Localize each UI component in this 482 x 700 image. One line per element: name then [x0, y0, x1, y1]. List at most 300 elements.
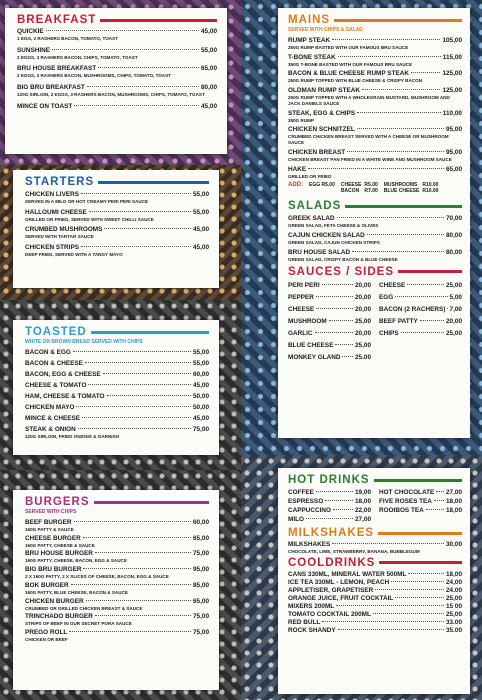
menu-item-price: 75,00: [193, 629, 209, 637]
dot-leader: [426, 509, 444, 510]
milkshakes-items: [288, 541, 462, 555]
menu-item: [17, 47, 217, 61]
menu-item-name: MUSHROOM: [288, 317, 327, 325]
menu-item-name: FIVE ROSES TEA: [379, 498, 432, 505]
hot-drinks-columns: [288, 489, 462, 525]
menu-item-name: GARLIC: [288, 329, 313, 337]
dot-leader: [322, 621, 444, 622]
menu-item-price: 125,00: [442, 70, 462, 78]
menu-item-row: [288, 507, 371, 514]
menu-item-price: 45,00: [193, 382, 209, 389]
dot-leader: [104, 228, 191, 229]
dot-leader: [335, 344, 353, 345]
menu-item-row: [288, 595, 462, 602]
menu-item-name: T-BONE STEAK: [288, 53, 336, 61]
dot-leader: [347, 151, 444, 152]
menu-item-row: [288, 611, 462, 618]
cooldrinks-title: COOLDRINKS: [288, 557, 462, 569]
dot-leader: [316, 296, 353, 297]
menu-item-row: [25, 415, 209, 422]
menu-item-price: 24,00: [446, 578, 462, 586]
burgers-subtitle: SERVED WITH CHIPS: [25, 509, 77, 515]
menu-item-description: 2 EGGS, 3 RASHERS BACON, MUSHROOMS, CHIPS, TOMATO, TOAST: [17, 73, 172, 79]
menu-item-row: [17, 103, 217, 110]
menu-item-description: SERVED WITH TARTAR SAUCE: [25, 234, 94, 240]
menu-item-price: 7,00: [449, 305, 462, 313]
menu-item-price: 80,00: [446, 248, 462, 256]
menu-item-row: [288, 627, 462, 634]
dot-leader: [95, 615, 191, 616]
menu-item-name: RUMP STEAK: [288, 37, 331, 44]
menu-item-price: 24.00: [446, 586, 462, 594]
menu-item-description: 250G RUMP TOPPED WITH A WHOLEGRAIN MUSTARD, MUSHROOM AND JACK DANIELS SAUCE: [288, 95, 450, 106]
dot-leader: [87, 86, 199, 87]
dot-leader: [333, 509, 353, 510]
menu-item-name: CHEESE: [379, 281, 406, 289]
menu-item: [379, 282, 462, 289]
dot-leader: [342, 356, 353, 357]
menu-item-name: PEPPER: [288, 293, 314, 301]
menu-item-row: [288, 354, 371, 361]
menu-item-row: [25, 613, 209, 620]
menu-item-price: 35.00: [446, 626, 462, 634]
menu-item-price: 80,00: [446, 232, 462, 240]
menu-item-price: 50,00: [193, 393, 209, 400]
menu-item-name: CAPPUCCINO: [288, 507, 331, 514]
menu-item-row: [25, 550, 209, 557]
menu-item-price: 95,00: [446, 126, 462, 134]
menu-item-row: [288, 232, 462, 239]
dot-leader: [329, 320, 353, 321]
menu-item: [379, 507, 462, 514]
burgers-title: BURGERS: [25, 496, 209, 508]
sauces-title: SAUCES / SIDES: [288, 266, 462, 278]
menu-item: [288, 541, 462, 555]
dot-leader: [95, 552, 191, 553]
menu-item-name: CHICKEN STRIPS: [25, 244, 79, 252]
menu-item-name: OLDMAN RUMP STEAK: [288, 87, 360, 95]
menu-item-name: MINCE ON TOAST: [17, 102, 73, 110]
dot-leader: [81, 246, 191, 247]
addon-cheese-bacon: CHEESE R5.00 BACON R7.00: [340, 182, 378, 195]
menu-item-price: 18,00: [446, 498, 462, 505]
menu-item: [25, 371, 209, 378]
menu-item-description: 160G PATTY, CHEESE, BACON, EGG & SAUCE: [25, 558, 127, 564]
menu-item-price: 18,00: [446, 570, 462, 578]
dot-leader: [367, 234, 444, 235]
menu-item-price: 80,00: [201, 84, 217, 92]
menu-item-name: CAJUN CHICKEN SALAD: [288, 232, 365, 240]
menu-item-name: BRU HOUSE SALAD: [288, 248, 351, 256]
menu-item-price: 65,00: [201, 65, 217, 73]
hot-drinks-title: HOT DRINKS: [288, 474, 462, 486]
menu-item-price: 65,00: [193, 534, 209, 542]
menu-item-description: 120G SIRLOIN, 2 EGGS, 3 RASHERS BACON, MUSHROOMS, CHIPS, TOMATO, TOAST: [17, 92, 205, 98]
menu-item-price: 110,00: [442, 109, 462, 117]
menu-item: [17, 103, 217, 110]
menu-item-row: [25, 393, 209, 400]
dot-leader: [357, 112, 441, 113]
menu-item-row: [17, 65, 217, 72]
toasted-items: [25, 349, 209, 440]
menu-item-name: TOMATO COCKTAIL 200ML: [288, 610, 371, 618]
menu-item-row: [379, 294, 462, 301]
menu-item-description: 250G RUMP TOPPED WITH BLUE CHEESE & CRISPY BACON: [288, 78, 423, 84]
menu-item: [288, 579, 462, 586]
menu-item-price: 25,00: [355, 317, 371, 325]
menu-item-row: [288, 603, 462, 610]
menu-item-description: STRIPS OF BEEF IN OUR SECRET PORA SAUCE: [25, 621, 132, 627]
menu-item-name: MINCE & CHEESE: [25, 415, 81, 422]
menu-item-price: 25,00: [446, 594, 462, 602]
menu-item-name: PERI PERI: [288, 281, 320, 289]
menu-item: [25, 550, 209, 564]
title-rule: [100, 19, 217, 22]
menu-item-row: [379, 507, 462, 514]
menu-item-row: [25, 209, 209, 216]
menu-item-description: CRUMBED OR GRILLED CHICKEN BREAST & SAUCE: [25, 605, 143, 611]
menu-item-row: [288, 587, 462, 594]
menu-item: [288, 603, 462, 610]
menu-item: [288, 37, 462, 51]
menu-item-price: 25,00: [446, 329, 462, 337]
menu-item: [288, 249, 462, 263]
menu-item-price: 25.00: [355, 353, 371, 361]
menu-item: [288, 282, 371, 289]
menu-item-name: PREGO ROLL: [25, 629, 68, 637]
menu-item-name: CHEESE: [288, 305, 315, 313]
milkshakes-title: MILKSHAKES: [288, 527, 462, 539]
dot-leader: [332, 39, 440, 40]
salads-items: [288, 215, 462, 262]
menu-item: [288, 507, 371, 514]
menu-item-name: HOT CHOCOLATE: [379, 489, 435, 496]
dot-leader: [338, 56, 441, 57]
menu-item-description: 250G RUMP BASTED WITH OUR FAMOUS BRU SAUCE: [288, 45, 409, 50]
breakfast-items: [17, 28, 217, 110]
dot-leader: [338, 629, 444, 630]
menu-item-price: 20,00: [355, 281, 371, 289]
menu-item-name: ESPRESSO: [288, 498, 324, 505]
menu-item-row: [25, 371, 209, 378]
dot-leader: [316, 308, 353, 309]
menu-item: [288, 595, 462, 602]
menu-item: [288, 516, 371, 523]
menu-item: [25, 582, 209, 596]
menu-item: [288, 54, 462, 68]
menu-item-row: [25, 535, 209, 542]
mains-subtitle: SERVED WITH CHIPS & SALAD: [288, 27, 363, 33]
menu-item-row: [288, 294, 371, 301]
menu-item: [379, 318, 462, 325]
dot-leader: [103, 373, 191, 374]
menu-item-row: [288, 541, 462, 548]
title-rule: [374, 479, 462, 482]
menu-item-description: 250G RUMP: [288, 117, 315, 123]
sides-right: [379, 282, 462, 366]
breakfast-card: [5, 8, 227, 154]
dot-leader: [83, 537, 191, 538]
dot-leader: [74, 105, 199, 106]
menu-item-name: BRU HOUSE BREAKFAST: [17, 65, 97, 73]
menu-item-name: BIG BRU BURGER: [25, 566, 82, 574]
menu-item-price: 60,00: [193, 519, 209, 526]
menu-item: [288, 166, 462, 180]
menu-item-name: BACON & EGG: [25, 349, 71, 356]
toasted-title: TOASTED: [25, 326, 209, 338]
menu-item-name: SUNSHINE: [17, 46, 51, 54]
menu-item: [25, 226, 209, 240]
menu-item: [288, 611, 462, 618]
toasted-subtitle: WHITE OR BROWN BREAD SERVED WITH CHIPS: [25, 339, 143, 345]
menu-item-name: STEAK, EGG & CHIPS: [288, 109, 356, 117]
menu-item: [288, 489, 371, 496]
menu-item-row: [17, 84, 217, 91]
menu-item: [288, 126, 462, 145]
menu-item-price: 55,00: [193, 208, 209, 216]
menu-item-price: 115,00: [442, 53, 462, 61]
menu-item-description: GREEN SALAD, CAJUN CHICKEN STRIPS: [288, 240, 380, 246]
menu-item-row: [288, 249, 462, 256]
menu-item-price: 65,00: [193, 597, 209, 605]
addon-egg: EGG R5.00: [309, 182, 335, 189]
menu-item-name: TRINCHADO BURGER: [25, 613, 93, 621]
menu-item-row: [288, 54, 462, 61]
menu-item-description: 1 EGG, 2 RASHERS BACON, TOMATO, TOAST: [17, 36, 118, 41]
menu-item: [288, 342, 371, 349]
menu-item-description: DEEP FRIED, SERVED WITH A TANGY MAYO: [25, 252, 123, 258]
menu-item-row: [288, 87, 462, 94]
menu-item: [25, 349, 209, 356]
hot-drinks-left: [288, 489, 371, 525]
menu-item-row: [379, 498, 462, 505]
menu-item: [288, 232, 462, 246]
menu-item-name: BACON, EGG & CHEESE: [25, 371, 101, 378]
menu-item-name: MONKEY GLAND: [288, 353, 341, 361]
menu-item-name: CHICKEN BREAST: [288, 148, 346, 156]
menu-item-name: COFFEE: [288, 489, 314, 496]
starters-items: [25, 191, 209, 258]
title-rule: [378, 532, 462, 535]
menu-item-row: [288, 149, 462, 156]
menu-item-name: RED BULL: [288, 618, 321, 626]
dot-leader: [352, 251, 444, 252]
menu-item-row: [17, 28, 217, 35]
menu-item-description: SERVED IN A MILD OR HOT CREAMY PERI PERI SAUCE: [25, 199, 149, 204]
menu-item-price: 18,00: [355, 498, 371, 505]
menu-item-name: EGG: [379, 293, 394, 301]
menu-item: [288, 306, 371, 313]
menu-item-row: [17, 47, 217, 54]
dot-leader: [98, 67, 199, 68]
menu-item-description: 120G SIRLOIN, FRIED ONIONS & GARNISH: [25, 434, 119, 439]
menu-item-price: 125,00: [442, 87, 462, 95]
menu-item: [379, 498, 462, 505]
sauces-columns: [288, 282, 462, 366]
menu-item-price: 55,00: [193, 349, 209, 356]
menu-item-name: BLUE CHEESE: [288, 341, 334, 349]
menu-item-row: [25, 426, 209, 433]
menu-item-row: [288, 166, 462, 173]
menu-item-price: 25,00: [446, 281, 462, 289]
menu-item-name: APPLETISER, GRAPETISER: [288, 586, 374, 594]
menu-item-price: 30,00: [446, 541, 462, 548]
menu-item: [25, 209, 209, 223]
title-rule: [98, 181, 209, 184]
menu-item-price: 50,00: [193, 404, 209, 411]
dot-leader: [411, 72, 440, 73]
menu-item-row: [25, 404, 209, 411]
menu-item: [25, 629, 209, 643]
menu-item-name: CANS 330ML, MINERAL WATER 500ML: [288, 570, 407, 578]
menu-item: [25, 519, 209, 533]
menu-item-row: [288, 306, 371, 313]
addon-label: ADD:: [288, 182, 303, 189]
cooldrinks-items: [288, 571, 462, 634]
menu-item-description: 160G PATTY & SAUCE: [25, 527, 74, 532]
salads-title: SALADS: [288, 200, 462, 212]
starters-card: [13, 170, 219, 288]
menu-item-row: [288, 489, 371, 496]
menu-item: [25, 426, 209, 440]
dot-leader: [408, 573, 444, 574]
menu-item-description: CHICKEN OR BEEF: [25, 637, 68, 643]
menu-item-row: [25, 360, 209, 367]
menu-item-row: [288, 579, 462, 586]
menu-item-row: [25, 566, 209, 573]
menu-item-row: [25, 349, 209, 356]
menu-item-name: ORANGE JUICE, FRUIT COCKTAIL: [288, 594, 394, 602]
menu-item-row: [288, 282, 371, 289]
menu-item-price: 55,00: [193, 360, 209, 367]
dot-leader: [337, 217, 444, 218]
menu-item-row: [25, 244, 209, 251]
dot-leader: [375, 589, 444, 590]
menu-item-price: 75,00: [193, 613, 209, 621]
menu-item-name: CHICKEN MAYO: [25, 404, 75, 411]
menu-item-name: BIG BRU BREAKFAST: [17, 84, 85, 92]
dot-leader: [85, 362, 191, 363]
menu-item-name: CHICKEN BURGER: [25, 597, 84, 605]
menu-item-row: [379, 489, 462, 496]
menu-item-name: BACON & BLUE CHEESE RUMP STEAK: [288, 70, 409, 78]
menu-item-price: 45,00: [193, 226, 209, 234]
menu-item-row: [25, 226, 209, 233]
menu-item: [17, 28, 217, 42]
menu-item-row: [379, 282, 462, 289]
menu-item: [288, 110, 462, 124]
menu-item-name: ROCK SHANDY: [288, 626, 336, 634]
menu-item-price: 25,00: [355, 341, 371, 349]
menu-item-price: 18,00: [446, 507, 462, 514]
menu-item: [25, 244, 209, 258]
menu-item-name: GREEK SALAD: [288, 215, 335, 223]
menu-item-name: BACON & CHEESE: [25, 360, 83, 367]
menu-item-name: BACON (2 RACHERS): [379, 305, 446, 313]
menu-item-price: 15 00: [446, 602, 462, 610]
menu-item-description: 160G PATTY, CHEESE & SAUCE: [25, 542, 95, 548]
menu-item-description: 160G PATTY, BLUE CHEESE, BACON & SAUCE: [25, 589, 128, 595]
dot-leader: [306, 518, 353, 519]
menu-item: [288, 498, 371, 505]
menu-item-row: [25, 191, 209, 198]
menu-item-row: [288, 215, 462, 222]
drinks-card: [278, 468, 470, 694]
menu-item-name: CRUMBED MUSHROOMS: [25, 226, 103, 234]
menu-item-row: [288, 37, 462, 44]
menu-item: [25, 393, 209, 400]
menu-item: [25, 382, 209, 389]
dot-leader: [332, 543, 444, 544]
menu-item-name: MILKSHAKES: [288, 541, 331, 548]
dot-leader: [76, 406, 191, 407]
menu-item: [25, 566, 209, 580]
menu-item-description: CHOCOLATE, LIME, STRAWBERRY, BANANA, BUBBLEGUM: [288, 549, 420, 554]
menu-item-row: [288, 571, 462, 578]
dot-leader: [373, 613, 444, 614]
dot-leader: [71, 584, 191, 585]
dot-leader: [336, 605, 444, 606]
menu-item-price: 55,00: [201, 46, 217, 54]
menu-item-price: 85,00: [193, 581, 209, 589]
dot-leader: [52, 49, 199, 50]
menu-item-description: GRILLED OR FRIED: [288, 173, 332, 179]
menu-item: [17, 65, 217, 79]
menu-item-price: 45,00: [193, 244, 209, 252]
menu-item: [288, 587, 462, 594]
menu-item-row: [25, 582, 209, 589]
menu-item-row: [288, 110, 462, 117]
menu-item: [25, 404, 209, 411]
menu-item-row: [288, 70, 462, 77]
title-rule: [334, 19, 462, 22]
dot-leader: [89, 211, 191, 212]
dot-leader: [322, 284, 353, 285]
dot-leader: [78, 428, 191, 429]
menu-item-price: 19,00: [355, 489, 371, 496]
menu-item-name: STEAK & ONION: [25, 426, 76, 433]
menu-item-price: 105,00: [442, 37, 462, 44]
dot-leader: [83, 568, 191, 569]
title-rule: [398, 270, 462, 273]
menu-item-name: CHICKEN SCHNITZEL: [288, 126, 355, 134]
menu-item-price: 45,00: [201, 102, 217, 110]
menu-item-price: 27,00: [355, 516, 371, 523]
menu-item-name: BEEF BURGER: [25, 519, 72, 526]
menu-item: [288, 215, 462, 229]
menu-item: [288, 149, 462, 163]
menu-item-price: 75,00: [193, 550, 209, 558]
menu-item-price: 25,00: [446, 610, 462, 618]
dot-leader: [407, 284, 444, 285]
menu-item: [379, 294, 462, 301]
menu-item-price: 20,00: [446, 317, 462, 325]
menu-item: [25, 191, 209, 205]
menu-item-row: [288, 318, 371, 325]
menu-item-price: 20,00: [355, 329, 371, 337]
menu-item-name: HAKE: [288, 165, 307, 173]
menu-item-description: GREEN SALAD, FETA CHEESE & OLIVES: [288, 223, 379, 229]
menu-item: [379, 330, 462, 337]
menu-item-price: 5,00: [449, 293, 462, 301]
menu-item: [288, 619, 462, 626]
menu-item: [25, 415, 209, 422]
menu-item-row: [288, 126, 462, 133]
dot-leader: [316, 491, 353, 492]
menu-item-price: 60,00: [193, 371, 209, 378]
menu-item-name: HALLOUMI CHEESE: [25, 208, 87, 216]
menu-item-name: QUICKIE: [17, 28, 44, 35]
